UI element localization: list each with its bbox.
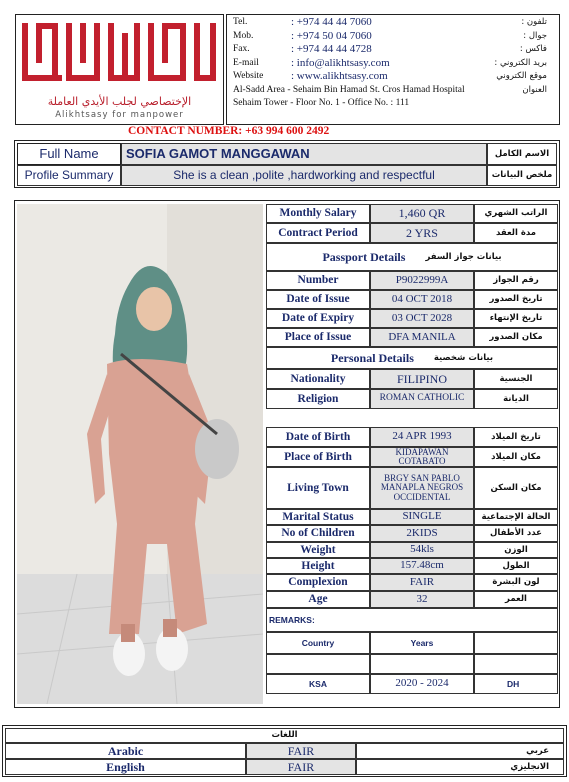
personal-row-ar-label: لون البشرة <box>492 577 540 588</box>
passport-row-ar-cell <box>474 271 558 290</box>
passport-row-value: DFA MANILA <box>388 330 456 343</box>
personal-row-value-cell <box>370 591 474 608</box>
languages-section <box>2 725 567 777</box>
logo-english-tagline: Alikhtsasy for manpower <box>55 110 184 120</box>
candidate-photo-image <box>17 204 263 704</box>
personal-row-label: Marital Status <box>282 510 354 523</box>
company-info-label: Tel. <box>233 17 248 27</box>
company-logo <box>15 14 224 125</box>
personal-row-label-cell <box>266 542 370 558</box>
passport-heading: Passport Details <box>322 249 406 264</box>
personal-row-value: FAIR <box>409 575 435 588</box>
language-ar-label: عربي <box>526 745 549 756</box>
summary-ar-label: ملخص البيانات <box>491 170 553 181</box>
personal-row-ar-label: الوزن <box>504 544 528 555</box>
passport-row-ar-label: تاريخ الإنتهاء <box>489 313 543 324</box>
contract-period-label: Contract Period <box>278 226 358 239</box>
experience-country-header-cell <box>266 632 370 654</box>
monthly-salary-ar-cell <box>474 204 558 223</box>
passport-row-ar-label: رقم الجواز <box>493 275 539 286</box>
passport-row-label: Date of Expiry <box>281 312 355 325</box>
language-level: FAIR <box>287 743 315 758</box>
personal-row-label: Date of Birth <box>285 430 351 443</box>
full-name-ar-cell <box>487 143 557 165</box>
religion-label: Religion <box>297 392 339 405</box>
passport-heading-cell <box>266 243 558 271</box>
company-address-line1: Al-Sadd Area - Sehaim Bin Hamad St. Cros Hamad Hospital <box>233 85 465 95</box>
experience-empty-cell <box>266 654 370 674</box>
monthly-salary-label-cell <box>266 204 370 223</box>
personal-row-label: Complexion <box>288 576 348 589</box>
personal-row-value: 157.48cm <box>400 559 444 572</box>
language-level: FAIR <box>287 759 315 774</box>
monthly-salary-value: 1,460 QR <box>398 206 446 221</box>
company-address-row-2 <box>233 97 553 110</box>
summary-ar-cell <box>487 165 557 186</box>
full-name-ar-label: الاسم الكامل <box>494 148 550 159</box>
company-info-ar-label: جوال : <box>523 30 547 41</box>
personal-row-label: Age <box>308 593 328 606</box>
personal-row-value: 32 <box>416 592 428 605</box>
company-info-label: Fax. <box>233 44 250 54</box>
personal-row-ar-cell <box>474 447 558 467</box>
religion-label-cell <box>266 389 370 409</box>
summary-cell <box>121 165 487 186</box>
passport-row-value-cell <box>370 328 474 347</box>
personal-row-ar-label: عدد الأطفال <box>490 528 542 539</box>
religion-value: ROMAN CATHOLIC <box>379 393 465 404</box>
nationality-label: Nationality <box>290 372 346 385</box>
company-address-line2: Sehaim Tower - Floor No. 1 - Office No. : 111 <box>233 98 410 108</box>
contract-period-value-cell <box>370 223 474 243</box>
language-name-cell <box>5 743 246 759</box>
passport-row-value-cell <box>370 309 474 328</box>
experience-years: 2020 - 2024 <box>395 677 449 690</box>
passport-row-label-cell <box>266 290 370 309</box>
personal-row-ar-label: مكان السكن <box>490 482 542 493</box>
religion-value-cell <box>370 389 474 409</box>
personal-row-label-cell <box>266 447 370 467</box>
company-info-value: : info@alikhtsasy.com <box>291 56 390 69</box>
personal-row-value-cell <box>370 542 474 558</box>
company-address-ar-label: العنوان <box>522 85 547 95</box>
personal-row-ar-cell <box>474 591 558 608</box>
personal-row-ar-cell <box>474 558 558 574</box>
passport-row-ar-label: تاريخ الصدور <box>489 294 543 305</box>
experience-position-header-cell <box>474 632 558 654</box>
passport-row-label-cell <box>266 309 370 328</box>
religion-ar-label: الديانة <box>503 393 529 404</box>
personal-row-label-cell <box>266 525 370 542</box>
personal-row-ar-label: الطول <box>502 560 530 571</box>
experience-position-cell <box>474 674 558 694</box>
company-info-value: : www.alikhtsasy.com <box>291 70 388 82</box>
nationality-value: FILIPINO <box>397 371 447 386</box>
personal-row-label-cell <box>266 558 370 574</box>
personal-row-label-cell <box>266 574 370 591</box>
passport-row-value: 04 OCT 2018 <box>391 292 453 305</box>
personal-row-ar-label: الحالة الإجتماعية <box>481 511 551 522</box>
company-info-ar-label: موقع الكتروني <box>496 71 547 81</box>
languages-heading: اللغات <box>271 730 298 741</box>
personal-row-label-cell <box>266 591 370 608</box>
company-contact-panel <box>226 14 560 125</box>
passport-row-value: P9022999A <box>395 273 449 286</box>
passport-row-label-cell <box>266 271 370 290</box>
monthly-salary-value-cell <box>370 204 474 223</box>
languages-heading-cell <box>5 728 564 743</box>
language-level-cell <box>246 743 356 759</box>
passport-row-label-cell <box>266 328 370 347</box>
company-info-ar-label: بريد الكتروني : <box>494 57 547 68</box>
language-level-cell <box>246 759 356 775</box>
contract-period-ar-label: مدة العقد <box>495 227 537 238</box>
personal-row-ar-cell <box>474 525 558 542</box>
passport-row-ar-label: مكان الصدور <box>489 332 543 343</box>
personal-row-value: 2KIDS <box>406 526 438 539</box>
personal-row-label-cell <box>266 427 370 447</box>
personal-row-value: 54kls <box>410 543 434 556</box>
company-info-label: Mob. <box>233 30 254 41</box>
experience-empty-cell <box>474 654 558 674</box>
remarks-label: REMARKS: <box>269 614 315 625</box>
language-ar-label: الانجليزي <box>510 761 549 772</box>
profile-section <box>14 140 560 188</box>
passport-row-ar-cell <box>474 309 558 328</box>
company-info-label: Website <box>233 71 264 81</box>
personal-row-value-cell <box>370 525 474 542</box>
personal-row-label-cell <box>266 509 370 525</box>
remarks-cell <box>266 608 558 632</box>
company-info-row <box>233 43 553 56</box>
passport-row-label: Number <box>297 274 339 287</box>
language-ar-cell <box>356 743 564 759</box>
company-info-row <box>233 70 553 83</box>
personal-row-value-cell <box>370 574 474 591</box>
company-info-value: : +974 44 44 7060 <box>291 16 372 28</box>
personal-row-ar-cell <box>474 574 558 591</box>
monthly-salary-label: Monthly Salary <box>279 207 357 220</box>
personal-row-value: KIDAPAWAN COTABATO <box>395 447 449 466</box>
personal-row-value: BRGY SAN PABLO MANAPLA NEGROS OCCIDENTAL <box>380 472 464 502</box>
contract-period-value: 2 YRS <box>406 225 438 240</box>
experience-years-header-cell <box>370 632 474 654</box>
personal-row-label: Weight <box>300 543 336 556</box>
nationality-ar-label: الجنسية <box>499 373 533 384</box>
candidate-photo <box>17 204 263 704</box>
experience-years-cell <box>370 674 474 694</box>
personal-row-ar-cell <box>474 467 558 509</box>
personal-row-ar-label: مكان الميلاد <box>491 451 541 462</box>
passport-row-ar-cell <box>474 328 558 347</box>
full-name-label-cell <box>17 143 121 165</box>
passport-row-value: 03 OCT 2028 <box>391 311 453 324</box>
personal-row-label: Height <box>301 559 335 572</box>
language-name-cell <box>5 759 246 775</box>
language-ar-cell <box>356 759 564 775</box>
personal-row-ar-label: تاريخ الميلاد <box>491 431 541 442</box>
company-info-ar-label: فاكس : <box>519 44 547 54</box>
language-name: English <box>106 759 145 774</box>
company-info-row <box>233 16 553 29</box>
personal-row-ar-cell <box>474 427 558 447</box>
company-info-label: E-mail <box>233 57 259 68</box>
personal-row-value-cell <box>370 509 474 525</box>
personal-heading-cell <box>266 347 558 369</box>
company-info-row <box>233 57 553 70</box>
personal-row-value-cell <box>370 427 474 447</box>
personal-row-label-cell <box>266 467 370 509</box>
nationality-label-cell <box>266 369 370 389</box>
personal-row-ar-label: العمر <box>505 594 527 605</box>
personal-row-label: No of Children <box>281 527 355 540</box>
experience-years-header: Years <box>410 637 434 648</box>
nationality-value-cell <box>370 369 474 389</box>
personal-row-value-cell <box>370 558 474 574</box>
full-name-label: Full Name <box>39 146 99 162</box>
passport-row-value-cell <box>370 271 474 290</box>
experience-country: KSA <box>309 678 327 689</box>
nationality-ar-cell <box>474 369 558 389</box>
contract-period-ar-cell <box>474 223 558 243</box>
experience-position: DH <box>507 678 520 689</box>
summary-label: Profile Summary <box>24 168 114 183</box>
personal-heading: Personal Details <box>330 350 414 365</box>
personal-row-value: 24 APR 1993 <box>392 430 452 443</box>
personal-heading-ar: بيانات شخصية <box>433 352 494 363</box>
full-name-cell <box>121 143 487 165</box>
summary-value: She is a clean ,polite ,hardworking and respectful <box>173 168 435 183</box>
company-address-row <box>233 84 553 97</box>
company-info-ar-label: تلفون : <box>521 17 547 27</box>
experience-country-cell <box>266 674 370 694</box>
passport-row-ar-cell <box>474 290 558 309</box>
language-name: Arabic <box>107 743 144 758</box>
personal-row-label: Living Town <box>287 481 349 494</box>
contact-number: CONTACT NUMBER: +63 994 600 2492 <box>128 125 330 137</box>
personal-row-ar-cell <box>474 542 558 558</box>
passport-row-label: Place of Issue <box>284 331 352 344</box>
contract-period-label-cell <box>266 223 370 243</box>
passport-row-label: Date of Issue <box>286 293 350 306</box>
religion-ar-cell <box>474 389 558 409</box>
passport-heading-ar: بيانات جواز السفر <box>425 251 502 262</box>
personal-row-value-cell <box>370 467 474 509</box>
company-info-row <box>233 30 553 43</box>
summary-label-cell <box>17 165 121 186</box>
personal-row-value-cell <box>370 447 474 467</box>
personal-row-ar-cell <box>474 509 558 525</box>
personal-row-label: Place of Birth <box>284 450 352 463</box>
personal-row-value: SINGLE <box>402 510 442 523</box>
passport-row-value-cell <box>370 290 474 309</box>
monthly-salary-ar-label: الراتب الشهري <box>484 208 548 219</box>
full-name-value: SOFIA GAMOT MANGGAWAN <box>126 146 310 162</box>
experience-empty-cell <box>370 654 474 674</box>
company-info-value: : +974 44 44 4728 <box>291 43 372 55</box>
logo-arabic-tagline: الإختصاصي لجلب الأيدي العاملة <box>47 95 192 108</box>
experience-country-header: Country <box>301 637 335 648</box>
company-info-value: : +974 50 04 7060 <box>291 29 372 42</box>
